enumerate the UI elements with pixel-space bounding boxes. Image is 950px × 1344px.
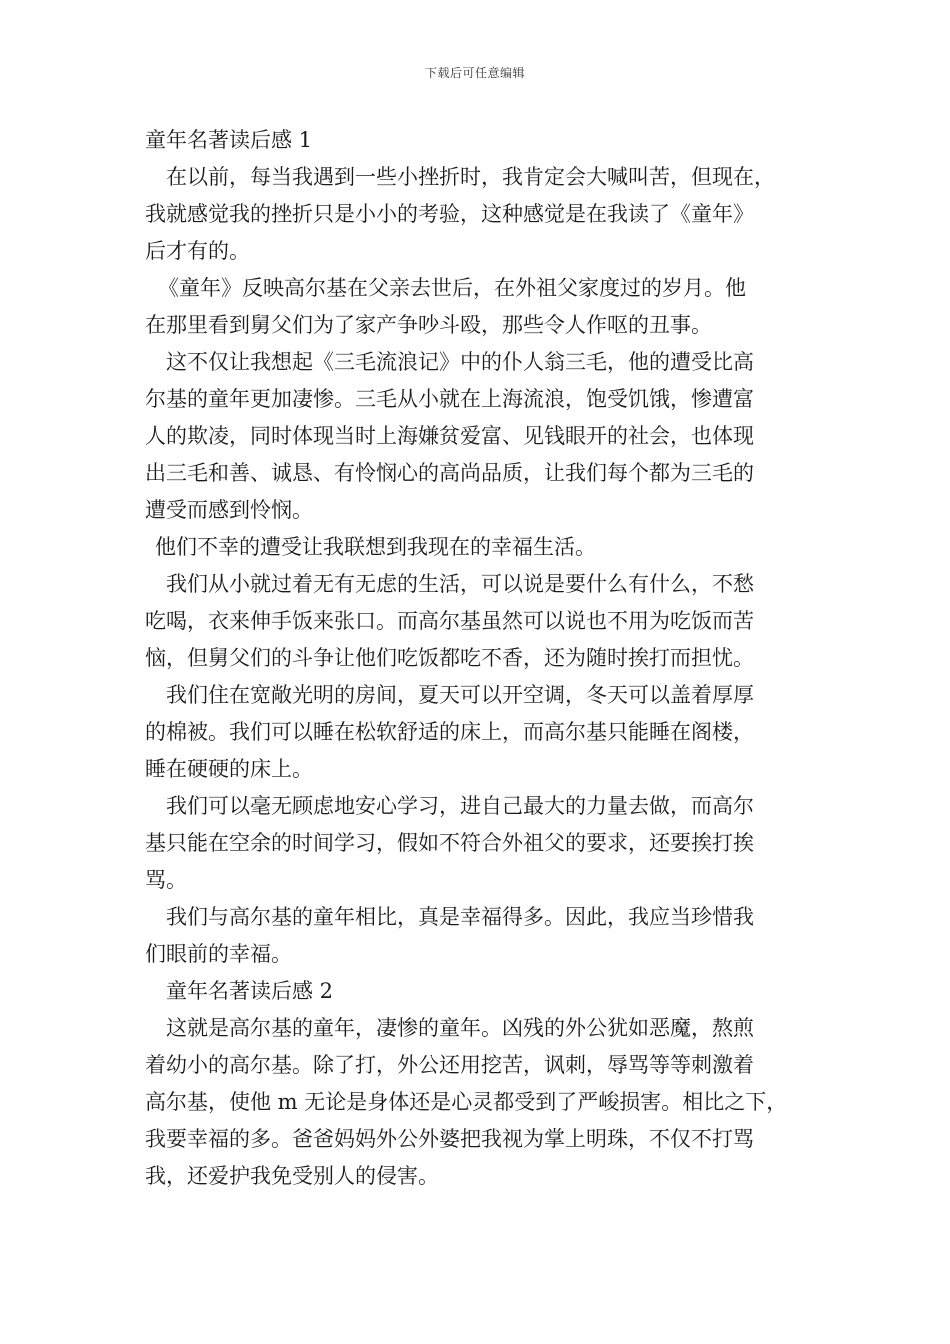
paragraph [145, 344, 825, 529]
paragraph [145, 566, 825, 677]
text-line: 着幼小的高尔基。除了打，外公还用挖苦，讽刺，辱骂等等刺激着 [145, 1053, 754, 1077]
text-line: 骂。 [145, 868, 187, 892]
text-line: 遭受而感到怜悯。 [145, 498, 313, 522]
text-line: 我们可以毫无顾虑地安心学习，进自己最大的力量去做，而高尔 [166, 794, 754, 818]
text-line: 基只能在空余的时间学习，假如不符合外祖父的要求，还要挨打挨 [145, 831, 754, 855]
text-line: 尔基的童年更加凄惨。三毛从小就在上海流浪，饱受饥饿，惨遭富 [145, 387, 754, 411]
text-line: 恼，但舅父们的斗争让他们吃饭都吃不香，还为随时挨打而担忧。 [145, 646, 754, 670]
document-body [145, 122, 825, 1195]
text-line: 他们不幸的遭受让我联想到我现在的幸福生活。 [155, 535, 596, 559]
paragraph [145, 788, 825, 899]
header-note: 下载后可任意编辑 [424, 66, 525, 80]
section-title: 童年名著读后感 1 [145, 128, 313, 152]
text-line: 们眼前的幸福。 [145, 942, 292, 966]
text-line: 吃喝，衣来伸手饭来张口。而高尔基虽然可以说也不用为吃饭而苦 [145, 609, 754, 633]
text-line: 人的欺凌，同时体现当时上海嫌贫爱富、见钱眼开的社会，也体现 [145, 424, 754, 448]
text-line: 我们从小就过着无有无虑的生活，可以说是要什么有什么，不愁 [166, 572, 754, 596]
text-line: 这就是高尔基的童年，凄惨的童年。凶残的外公犹如恶魔，熬煎 [166, 1016, 754, 1040]
text-line: 我要幸福的多。爸爸妈妈外公外婆把我视为掌上明珠，不仅不打骂 [145, 1127, 754, 1151]
paragraph [145, 159, 825, 270]
text-line: 在以前，每当我遇到一些小挫折时，我肯定会大喊叫苦，但现在， [166, 165, 775, 189]
text-line: 我就感觉我的挫折只是小小的考验，这种感觉是在我读了《童年》 [145, 202, 754, 226]
paragraph [145, 677, 825, 788]
text-line: 在那里看到舅父们为了家产争吵斗殴，那些令人作呕的丑事。 [145, 313, 712, 337]
text-line: 出三毛和善、诚恳、有怜悯心的高尚品质，让我们每个都为三毛的 [145, 461, 754, 485]
text-line: 这不仅让我想起《三毛流浪记》中的仆人翁三毛，他的遭受比高 [166, 350, 754, 374]
paragraph [145, 1010, 825, 1195]
paragraph [145, 899, 825, 973]
paragraph [145, 270, 825, 344]
text-line: 我们住在宽敞光明的房间，夏天可以开空调，冬天可以盖着厚厚 [166, 683, 754, 707]
text-line: 睡在硬硬的床上。 [145, 757, 313, 781]
text-line: 《童年》反映高尔基在父亲去世后，在外祖父家度过的岁月。他 [158, 276, 746, 300]
text-line: 后才有的。 [145, 239, 250, 263]
section-title: 童年名著读后感 2 [166, 979, 334, 1003]
paragraph [145, 529, 825, 566]
text-line: 高尔基，使他 m 无论是身体还是心灵都受到了严峻损害。相比之下， [145, 1090, 788, 1114]
text-line: 的棉被。我们可以睡在松软舒适的床上，而高尔基只能睡在阁楼， [145, 720, 754, 744]
text-line: 我，还爱护我免受别人的侵害。 [145, 1164, 439, 1188]
text-line: 我们与高尔基的童年相比，真是幸福得多。因此，我应当珍惜我 [166, 905, 754, 929]
